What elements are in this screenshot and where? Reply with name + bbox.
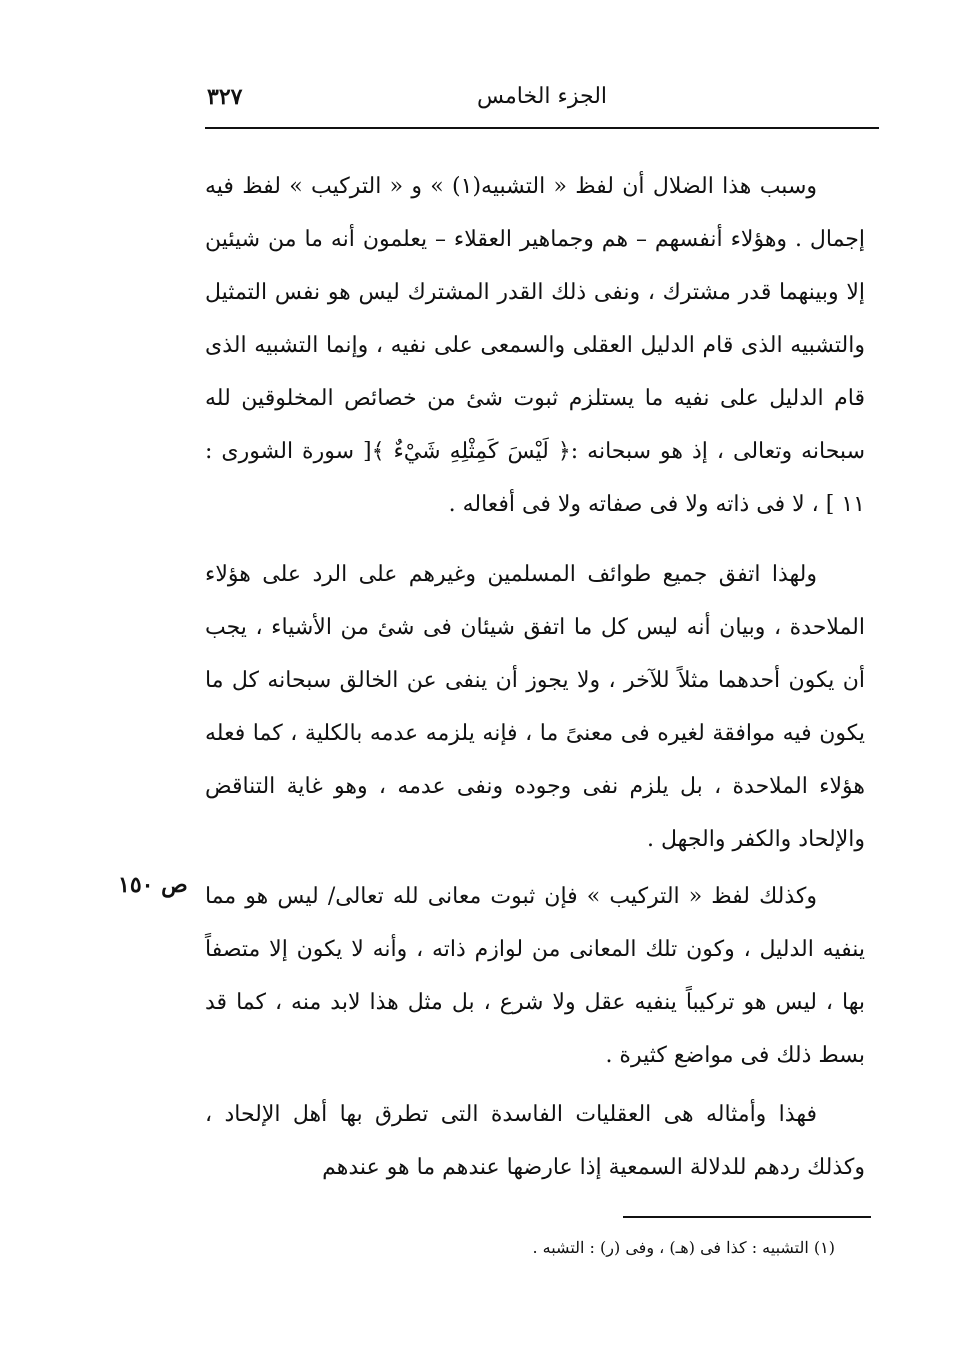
body-paragraph-1 [205, 160, 865, 531]
page-header [205, 78, 879, 122]
paragraph-text: وسبب هذا الضلال أن لفظ « التشبيه(١) » و « التركيب » لفظ فيه إجمال . وهؤلاء أنفسهم – هم وجماهير العقلاء – يعلمون أنه ما من شيئين إلا وبينهما قدر مشترك ، ونفى ذلك القدر المشترك ليس هو نفس التمثيل والتشبيه الذى قام الدليل العقلى والسمعى على نفيه ، وإنما التشبيه الذى قام الدليل على نفيه ما يستلزم ثبوت شئ من خصائص المخلوقين لله سبحانه وتعالى ، إذ هو سبحانه :﴿ لَيْسَ كَمِثْلِهِ شَيْءٌ ﴾[ سورة الشورى : ١١ ] ، لا فى ذاته ولا فى صفاته ولا فى أفعاله . [205, 174, 865, 517]
margin-page-reference: ص ١٥٠ [118, 872, 188, 898]
header-rule [205, 127, 879, 129]
paragraph-text: وكذلك لفظ « التركيب » فإن ثبوت معانى لله تعالى/ ليس هو مما ينفيه الدليل ، وكون تلك المعانى من لوازم ذاته ، وأنه لا يكون إلا متصفاً بها ، ليس هو تركيباً ينفيه عقل ولا شرع ، بل مثل هذا لابد منه ، كما قد بسط ذلك فى مواضع كثيرة . [205, 884, 865, 1068]
body-paragraph-3 [205, 870, 865, 1082]
running-title: الجزء الخامس [476, 84, 608, 109]
page-number: ٣٢٧ [207, 84, 243, 110]
paragraph-text: ولهذا اتفق جميع طوائف المسلمين وغيرهم على الرد على هؤلاء الملاحدة ، وبيان أنه ليس كل ما اتفق شيئان فى شئ من الأشياء ، يجب أن يكون أحدهما مثلاً للآخر ، ولا يجوز أن ينفى عن الخالق سبحانه كل ما يكون فيه موافقة لغيره فى معنىً ما ، فإنه يلزمه عدمه بالكلية ، كما فعله هؤلاء الملاحدة ، بل يلزم نفى وجوده ونفى عدمه ، وهو غاية التناقض والإلحاد والكفر والجهل . [205, 562, 865, 852]
body-paragraph-2 [205, 548, 865, 866]
body-paragraph-4 [205, 1088, 865, 1194]
footnote-1: (١) التشبيه : كذا فى (هـ) ، وفى (ر) : التشبه . [532, 1238, 835, 1257]
paragraph-text: فهذا وأمثاله هى العقليات الفاسدة التى تطرق بها أهل الإلحاد ، وكذلك ردهم للدلالة السمعية إذا عارضها عندهم ما هو عندهم [205, 1102, 865, 1180]
footnote-rule [623, 1216, 871, 1218]
